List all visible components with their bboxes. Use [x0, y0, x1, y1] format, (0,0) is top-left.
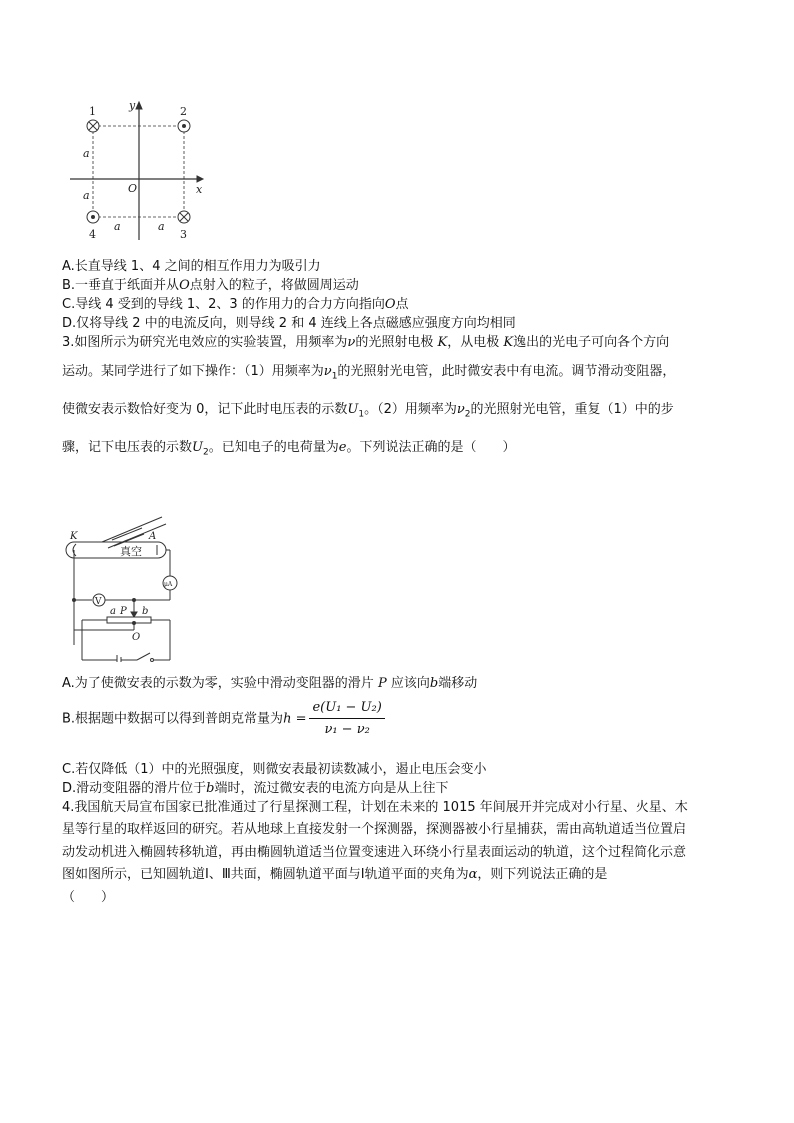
- q3-line-4: [62, 440, 515, 461]
- a-label: a: [158, 220, 165, 233]
- text: 点射入的粒子，将做圆周运动: [189, 278, 359, 293]
- text: 3.如图所示为研究光电效应的实验装置，用频率为: [62, 335, 348, 350]
- text: ，则下列说法正确的是: [477, 867, 608, 882]
- origin-label: O: [128, 182, 138, 195]
- q4-line-3: 动发动机进入椭圆转移轨道，再由椭圆轨道适当位置变速进入环绕小行星表面运动的轨道，这个过程简化示意: [62, 845, 687, 860]
- text: B.根据题中数据可以得到普朗克常量为: [62, 711, 284, 727]
- var: ν: [347, 335, 356, 350]
- var: O: [179, 278, 190, 293]
- q2-option-b: [62, 278, 359, 294]
- q3-option-d: [62, 781, 449, 797]
- a-label: a: [83, 147, 90, 160]
- q3-option-a: [62, 676, 477, 692]
- voltmeter-label: V: [95, 597, 102, 607]
- sub: 2: [464, 409, 471, 420]
- text: D.滑动变阻器的滑片位于: [62, 781, 207, 796]
- text: 点: [395, 297, 409, 312]
- var: K: [437, 335, 448, 350]
- wire-1-label: 1: [89, 105, 96, 118]
- text: 应该向: [390, 676, 430, 691]
- text: 运动。某同学进行了如下操作：（1）用频率为: [62, 364, 324, 379]
- a-label: a: [83, 189, 90, 202]
- sub: 1: [358, 409, 365, 420]
- var: ν: [323, 364, 332, 379]
- sub: 1: [331, 371, 338, 382]
- q4-line-2: 星等行星的取样返回的研究。若从地球上直接发射一个探测器，探测器被小行星捕获，需由高轨道适当位置启: [62, 822, 687, 837]
- q3-option-c: C.若仅降低（1）中的光照强度，则微安表最初读数减小，遏止电压会变小: [62, 762, 487, 777]
- var: b: [206, 781, 215, 796]
- anode-label: A: [149, 531, 157, 542]
- q3-line-2: [62, 364, 675, 385]
- point-o-label: O: [132, 632, 141, 643]
- q3-line-1: [62, 335, 669, 351]
- wire-2-label: 2: [180, 105, 187, 118]
- photoelectric-circuit-figure: [62, 512, 187, 662]
- end-a-label: a: [110, 606, 116, 617]
- text: 逸出的光电子可向各个方向: [513, 335, 670, 350]
- x-axis-label: x: [196, 183, 203, 196]
- text: 。已知电子的电荷量为: [208, 440, 339, 455]
- wire-coordinate-figure: [62, 95, 212, 245]
- text: A.为了使微安表的示数为零，实验中滑动变阻器的滑片: [62, 676, 374, 691]
- cathode-label: K: [70, 531, 78, 542]
- wire-4-label: 4: [89, 228, 96, 241]
- text: 。（2）用频率为: [364, 402, 457, 417]
- text: 骤，记下电压表的示数: [62, 440, 193, 455]
- text: 的光照射光电管，重复（1）中的步: [470, 402, 674, 417]
- q4-answer-blank: （ ）: [62, 890, 115, 905]
- var: h =: [283, 711, 307, 727]
- formula-denominator: ν₁ − ν₂: [324, 722, 370, 737]
- y-axis-label: y: [129, 99, 136, 112]
- end-b-label: b: [142, 606, 149, 617]
- sub: 2: [202, 447, 209, 458]
- a-label: a: [114, 220, 121, 233]
- var: α: [468, 867, 478, 882]
- var: e: [338, 440, 347, 455]
- q2-option-c: [62, 297, 409, 313]
- q3-option-b: [62, 700, 385, 738]
- var: ν: [456, 402, 465, 417]
- q4-line-1: 4.我国航天局宣布国家已批准通过了行星探测工程，计划在未来的 1015 年间展开并完成对小行星、火星、木: [62, 800, 688, 815]
- text: 端移动: [438, 676, 478, 691]
- q2-option-d: D.仅将导线 2 中的电流反向，则导线 2 和 4 连线上各点磁感应强度方向均相同: [62, 316, 516, 331]
- text: 端时，流过微安表的电流方向是从上往下: [214, 781, 449, 796]
- var: P: [377, 676, 387, 691]
- text: B.一垂直于纸面并从: [62, 278, 180, 293]
- q3-line-3: [62, 402, 674, 423]
- text: 的光照射光电管，此时微安表中有电流。调节滑动变阻器，: [337, 364, 676, 379]
- q2-option-a: A.长直导线 1、4 之间的相互作用力为吸引力: [62, 259, 321, 274]
- microammeter-label: μA: [164, 581, 173, 588]
- var: O: [384, 297, 396, 312]
- text: 的光照射电极: [355, 335, 434, 350]
- planck-formula: [309, 700, 384, 738]
- text: 使微安表示数恰好变为 0，记下此时电压表的示数: [62, 402, 348, 417]
- vacuum-label: 真空: [120, 545, 142, 558]
- formula-numerator: e(U₁ − U₂): [309, 700, 384, 719]
- var: U: [347, 402, 359, 417]
- var: K: [503, 335, 514, 350]
- wire-3-label: 3: [180, 228, 187, 241]
- text: 图如图所示，已知圆轨道Ⅰ、Ⅲ共面，椭圆轨道平面与Ⅰ轨道平面的夹角为: [62, 867, 469, 882]
- text: C.导线 4 受到的导线 1、2、3 的作用力的合力方向指向: [62, 297, 385, 312]
- text: ，从电极: [447, 335, 500, 350]
- var: b: [429, 676, 439, 691]
- q4-line-4: [62, 867, 607, 883]
- var: U: [192, 440, 203, 455]
- text: 。下列说法正确的是（ ）: [346, 440, 516, 455]
- slider-p-label: P: [120, 606, 127, 617]
